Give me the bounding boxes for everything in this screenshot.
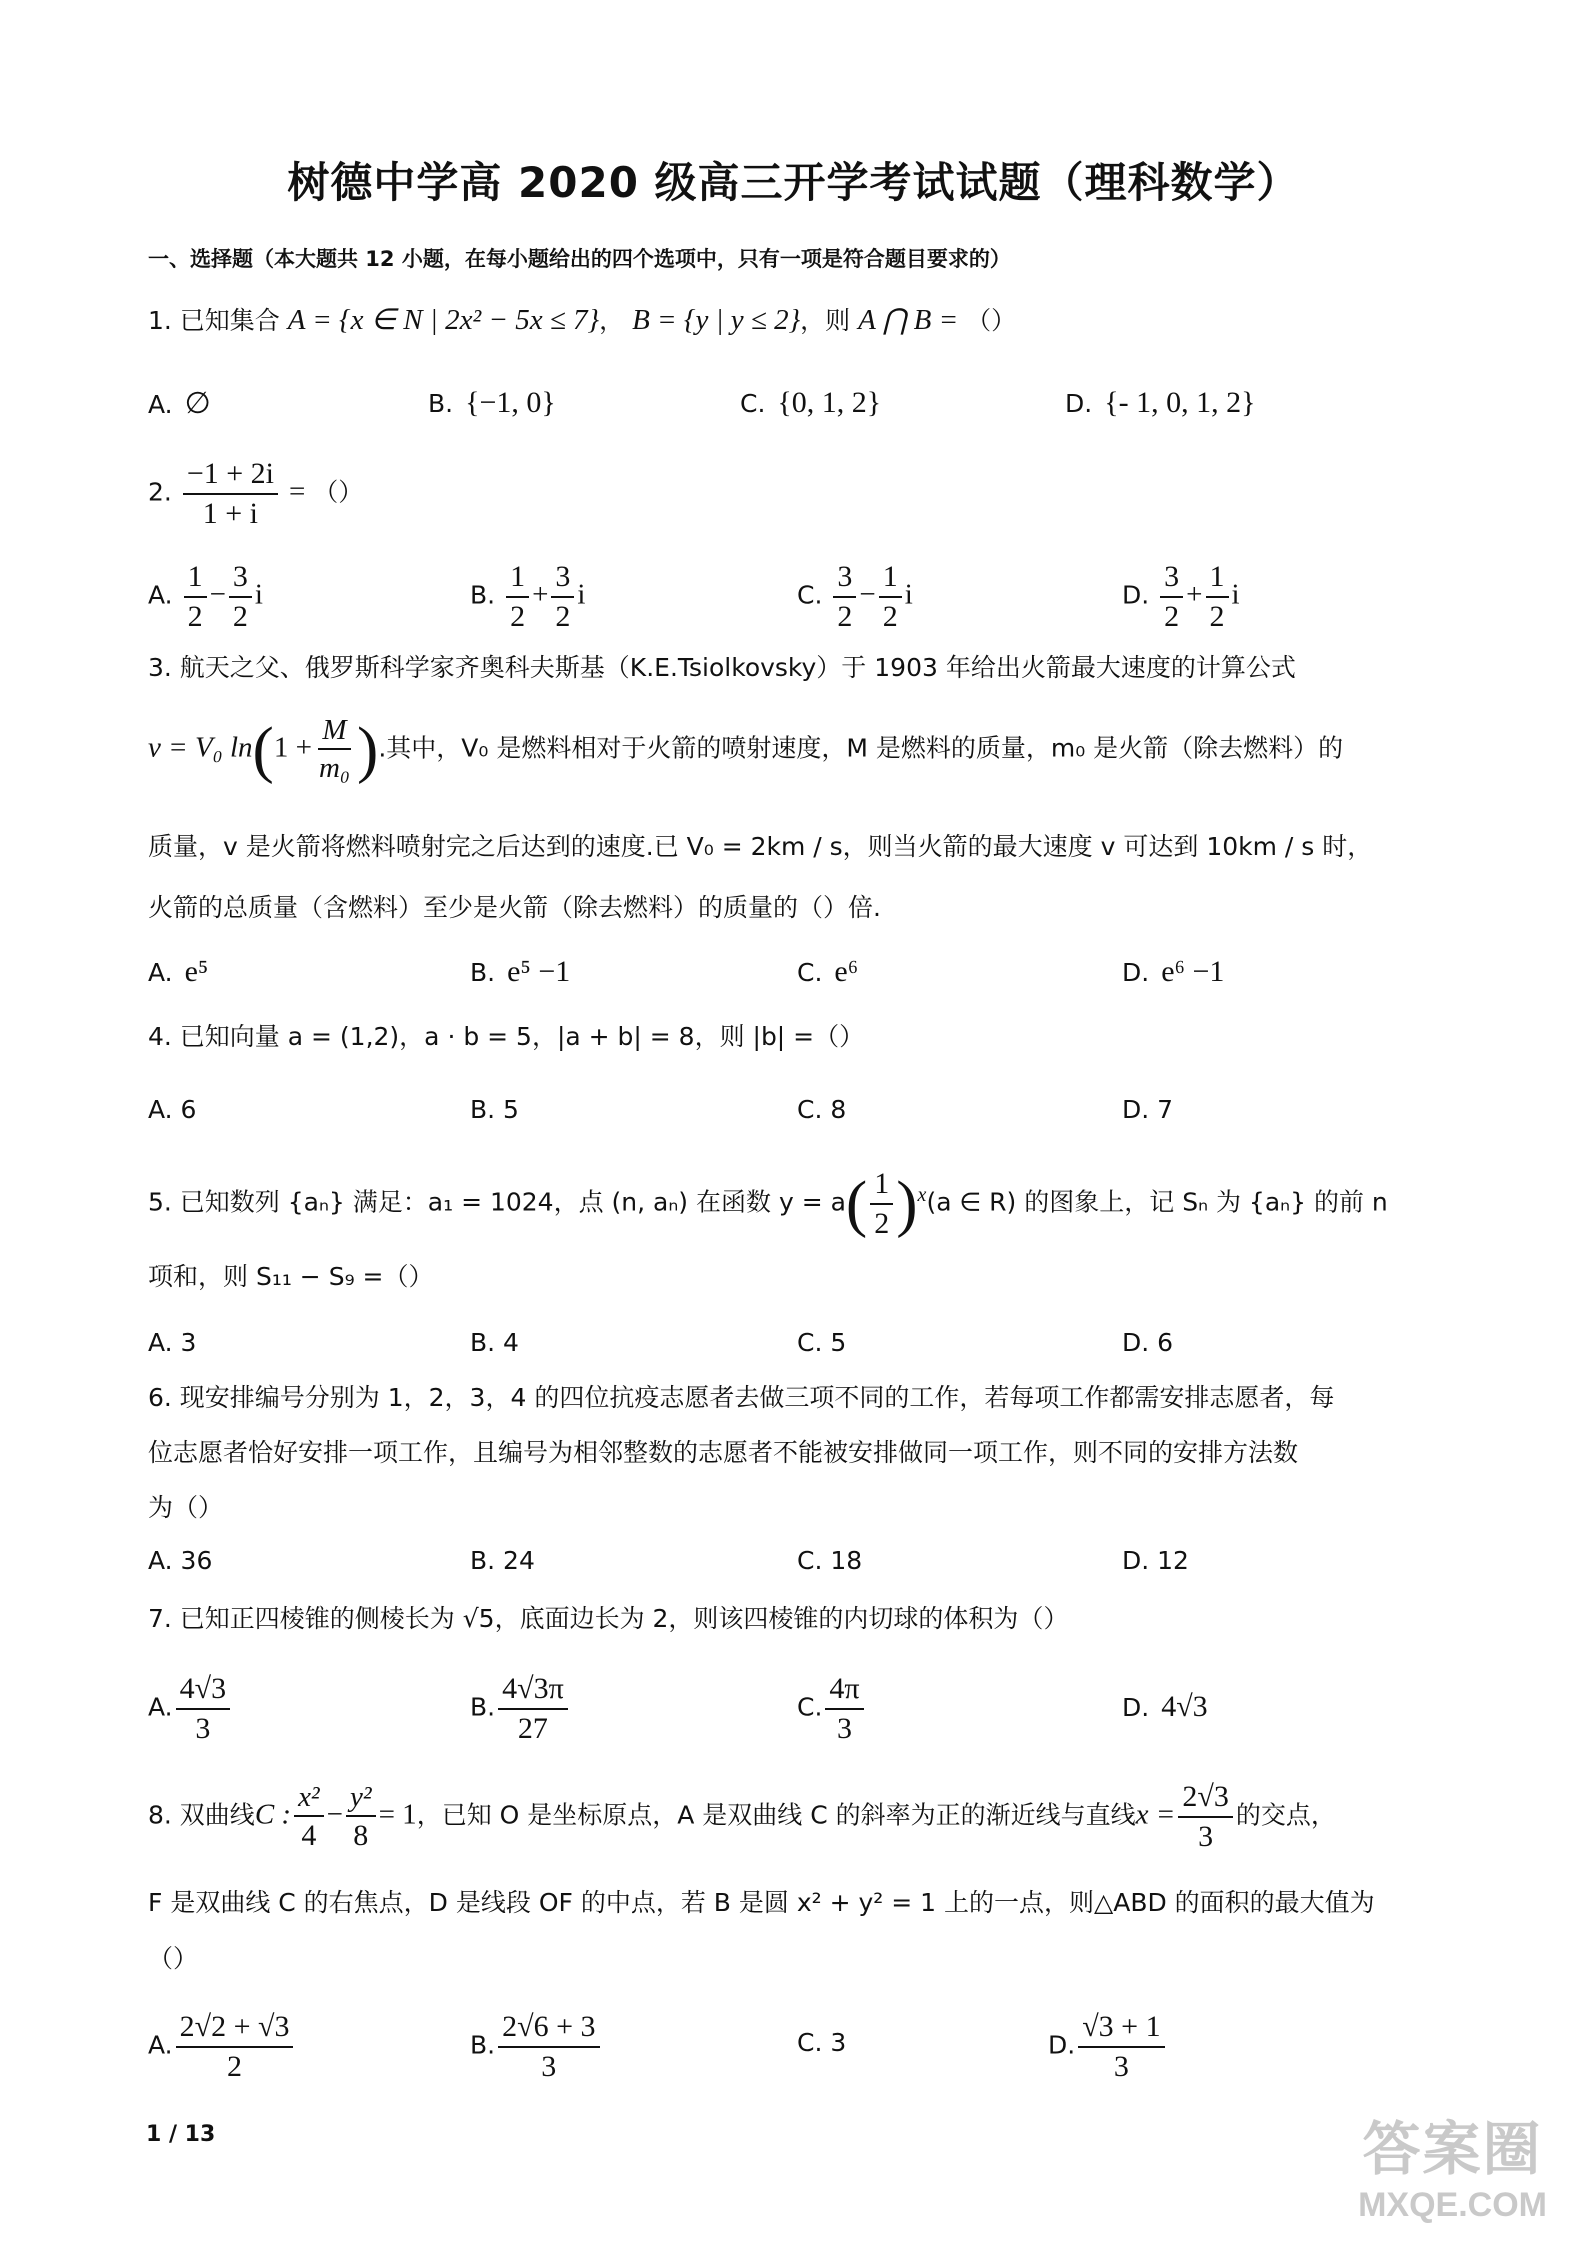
q1-option-c: C. {0, 1, 2} [740,386,882,419]
q7-option-b: B. $\frac{4√3\pi}{27}$ [470,1670,571,1747]
q3-formula-left: v = V₀ ln [148,731,253,764]
q1-set-b: B = {y | y ≤ 2} [632,304,801,336]
q5-option-b: B. 4 [470,1328,519,1357]
section-header: 一、选择题（本大题共 12 小题，在每小题给出的四个选项中，只有一项是符合题目要求的） [148,247,1011,271]
question-8-line-1: 8. 双曲线C : $\frac{\text{x²}}{4}$ − $\frac{\text{y²}}{8}$ = 1，已知 O 是坐标原点，A 是双曲线 C 的斜率为正的渐近线与直线x = $\frac{2√3}{3}$ 的交点， [148,1780,1336,1853]
question-1 [148,303,1016,338]
page-title: 树德中学高 2020 级高三开学考试试题（理科数学） [287,158,1300,207]
q4-option-b: B. 5 [470,1095,519,1124]
q2-option-b: B. $\frac{1}{2}$ + $\frac{3}{2}$ i [470,560,586,633]
q8-option-b: B. $\frac{2√6 + 3}{3}$ [470,2008,603,2085]
question-7: 7. 已知正四棱锥的侧棱长为 √5，底面边长为 2，则该四棱锥的内切球的体积为（） [148,1604,1069,1633]
q6-option-c: C. 18 [797,1546,863,1575]
q7-option-a: A. $\frac{4√3}{3}$ [148,1670,233,1747]
watermark-text: 答案圈 [1362,2115,1543,2183]
watermark-logo [1358,2102,1547,2225]
q7-option-c: C. $\frac{4\pi}{3}$ [797,1670,867,1747]
question-5-line-2: 项和，则 S₁₁ − S₉ =（） [148,1262,434,1291]
q2-fraction: $\frac{-1 + 2i}{1 + i}$ [183,455,278,532]
page-number: 1 / 13 [146,2122,216,2147]
question-6-line-3: 为（） [148,1493,224,1522]
question-8-line-3: （） [148,1944,199,1973]
question-4: 4. 已知向量 a = (1,2)，a · b = 5，|a + b| = 8，则 |b| =（） [148,1022,865,1051]
q7-option-d: D. 4√3 [1122,1690,1208,1723]
question-6-line-2: 位志愿者恰好安排一项工作，且编号为相邻整数的志愿者不能被安排做同一项工作，则不同的安排方法数 [148,1438,1299,1467]
q1-option-b: B. {−1, 0} [428,386,556,419]
q5-option-d: D. 6 [1122,1328,1174,1357]
q1-set-a: A = {x ∈ N | 2x² − 5x ≤ 7} [287,304,600,336]
q3-line-2-text: .其中，V₀ 是燃料相对于火箭的喷射速度，M 是燃料的质量，m₀ 是火箭（除去燃料）的 [378,733,1344,763]
q2-option-d: D. $\frac{3}{2}$ + $\frac{1}{2}$ i [1122,560,1240,633]
q2-option-c: C. $\frac{3}{2}$ − $\frac{1}{2}$ i [797,560,913,633]
q1-tail: ，则 [800,306,851,335]
q3-option-d: D. e⁶ −1 [1122,955,1225,988]
q1-option-a: A. ∅ [148,387,211,420]
q3-option-b: B. e⁵ −1 [470,955,571,988]
q1-option-d: D. {- 1, 0, 1, 2} [1065,386,1256,419]
q2-equals: = [288,475,306,508]
q6-option-a: A. 36 [148,1546,213,1575]
question-2 [148,455,363,532]
q2-blank: （） [313,477,364,507]
q4-option-a: A. 6 [148,1095,197,1124]
q6-option-d: D. 12 [1122,1546,1189,1575]
q6-option-b: B. 24 [470,1546,535,1575]
q8-option-d: D. $\frac{√3 + 1}{3}$ [1048,2008,1168,2085]
question-5-line-1: 5. 已知数列 {aₙ} 满足：a₁ = 1024，点 (n, aₙ) 在函数 y = a( $\frac{1}{2}$ )$^x$(a ∈ R) 的图象上，记 Sₙ 为 {aₙ} 的前 n [148,1167,1388,1240]
question-3-line-4: 火箭的总质量（含燃料）至少是火箭（除去燃料）的质量的（）倍. [148,893,881,922]
q1-sep: ， [599,306,625,335]
q8-option-a: A. $\frac{2√2 + √3}{2}$ [148,2008,296,2085]
q2-label: 2. [148,477,172,507]
question-6-line-1: 6. 现安排编号分别为 1，2，3，4 的四位抗疫志愿者去做三项不同的工作，若每项工作都需安排志愿者，每 [148,1383,1335,1412]
q1-intersection: A ⋂ B = [858,304,959,336]
q5-option-c: C. 5 [797,1328,847,1357]
q3-option-c: C. e⁶ [797,955,859,988]
question-8-line-2: F 是双曲线 C 的右焦点，D 是线段 OF 的中点，若 B 是圆 x² + y² = 1 上的一点，则△ABD 的面积的最大值为 [148,1888,1375,1917]
q1-label: 1. 已知集合 [148,306,280,335]
q4-option-d: D. 7 [1122,1095,1174,1124]
question-3-formula-line: v = V₀ ln(1 + $\frac{M}{\text{m₀}}$ ).其中，V₀ 是燃料相对于火箭的喷射速度，M 是燃料的质量，m₀ 是火箭（除去燃料）的 [148,712,1343,787]
q5-option-a: A. 3 [148,1328,197,1357]
q3-option-a: A. e⁵ [148,955,209,988]
question-3-line-1: 3. 航天之父、俄罗斯科学家齐奥科夫斯基（K.E.Tsiolkovsky）于 1903 年给出火箭最大速度的计算公式 [148,653,1296,682]
q1-blank: （） [966,306,1017,335]
question-3-line-3: 质量，v 是火箭将燃料喷射完之后达到的速度.已 V₀ = 2km / s，则当火箭的最大速度 v 可达到 10km / s 时， [148,832,1373,861]
q2-option-a: A. $\frac{1}{2}$ − $\frac{3}{2}$ i [148,560,263,633]
q8-option-c: C. 3 [797,2028,847,2057]
q3-mass-ratio: $\frac{M}{\text{m₀}}$ [318,714,350,785]
watermark-url: MXQE.COM [1358,2186,1547,2224]
q4-option-c: C. 8 [797,1095,847,1124]
